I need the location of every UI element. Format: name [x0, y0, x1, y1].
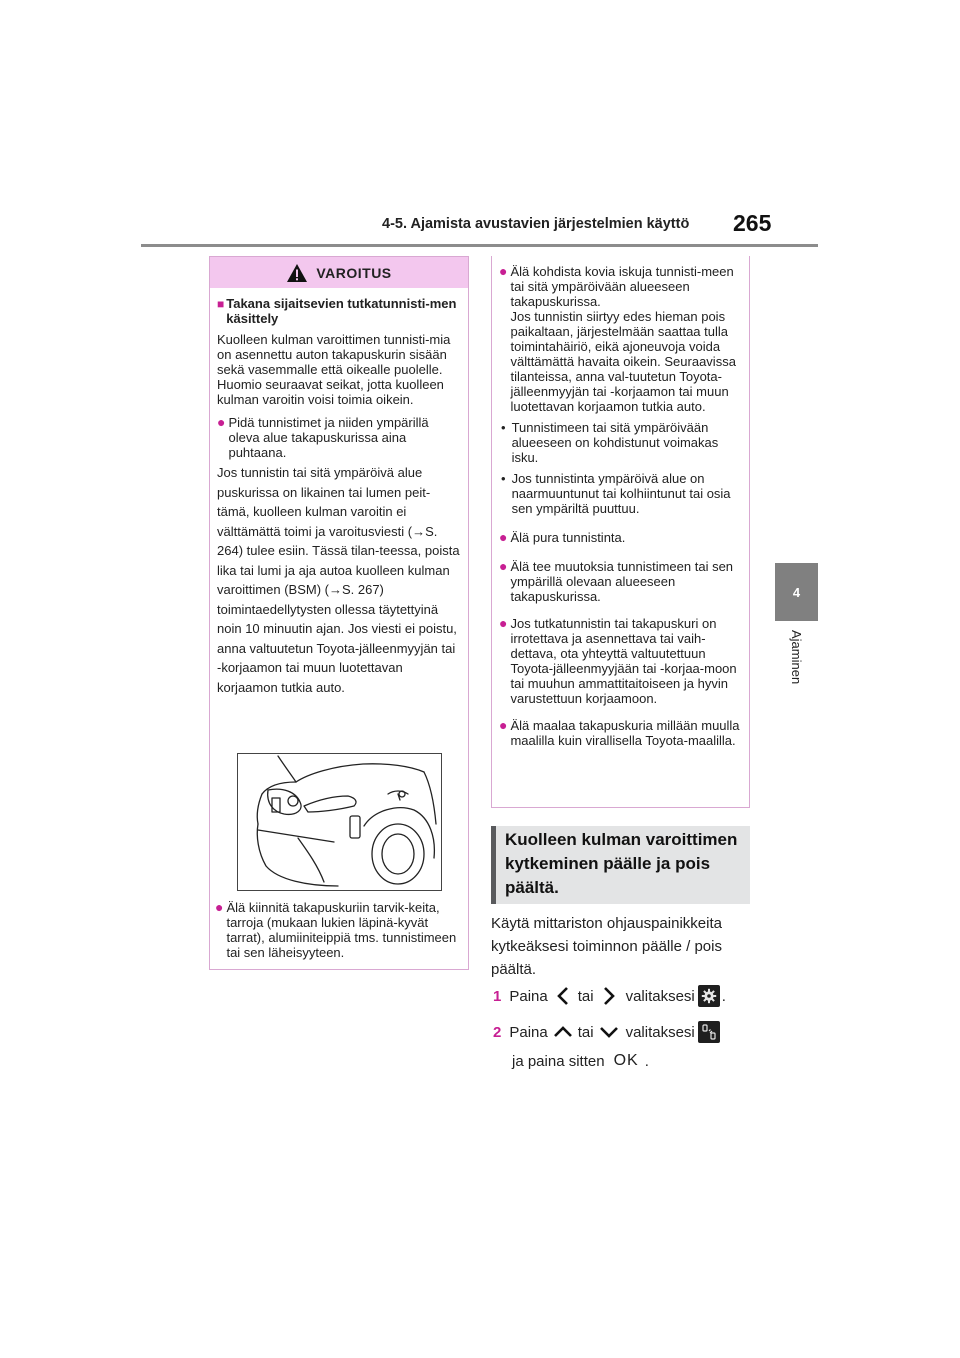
warning-bullet: ● Jos tutkatunnistin tai takapuskuri on irrotettava ja asennettava tai vaih-dettava, ota yhteyttä valtuutettuun Toyota-jälleenmyyjään tai -korjaa-moon tai muuhun ammattitaitoiseen ja hyvin varustettuun korjaamoon. [499, 615, 737, 706]
chevron-down-icon [598, 1022, 620, 1042]
warning-dash-item: • Jos tunnistinta ympäröivä alue on naarmuuntunut tai kolhiintunut tai osia sen ympäriltä puuttuu. [501, 471, 731, 516]
chapter-label: Ajaminen [789, 630, 804, 685]
warning-header [210, 257, 468, 288]
chevron-up-icon [552, 1022, 574, 1042]
bullet-dot-icon: ● [215, 899, 224, 915]
warning-intro: Kuolleen kulman varoittimen tunnisti-mia on asennettu auton takapuskurin sisään sekä vasemmalle että oikealle puolelle. Huomio seuraavat seikat, jotta kuolleen kulman varoitin voisi toimia oikein. [217, 332, 451, 407]
warning-label: VAROITUS [316, 264, 392, 281]
blind-spot-monitor-icon [698, 1021, 720, 1043]
chapter-tab: 4 [775, 563, 818, 621]
bullet-dot-icon: ● [217, 414, 226, 430]
rear-bumper-illustration [237, 753, 442, 891]
bullet-dot-icon: ● [499, 529, 508, 545]
step-2: 2 Paina tai valitaksesi [493, 1021, 720, 1043]
warning-triangle-icon [286, 263, 308, 283]
warning-bullet: ● Älä kiinnitä takapuskuriin tarvik-keita, tarroja (mukaan lukien läpinä-kyvät tarrat), alumiiniteippiä tms. tunnistimeen tai sen läheisyyteen. [215, 899, 457, 960]
warning-bullet: ● Älä tee muutoksia tunnistimeen tai sen ympärillä olevaan alueeseen takapuskurissa. [499, 558, 734, 604]
chevron-right-icon [598, 986, 620, 1006]
page-number: 265 [733, 210, 772, 236]
warning-subheading: ■ Takana sijaitsevien tutkatunnisti-men käsittely [217, 296, 457, 326]
bullet-dot-icon: ● [499, 615, 508, 631]
header-rule [141, 244, 818, 247]
step-2-continuation: ja paina sitten OK . [512, 1052, 649, 1070]
warning-bullet: ● Älä pura tunnistinta. [499, 529, 626, 545]
warning-box-right [491, 256, 750, 808]
gear-icon [698, 985, 720, 1007]
bullet-dot-icon: ● [499, 263, 508, 279]
warning-bullet: ● Pidä tunnistimet ja niiden ympärillä oleva alue takapuskurissa aina puhtaana. [217, 414, 429, 460]
bullet-dot-icon: ● [499, 717, 508, 733]
ok-button-label: OK [613, 1052, 639, 1069]
warning-paragraph: Jos tunnistin tai sitä ympäröivä alue puskurissa on likainen tai lumen peit-tämä, kuolleen kulman varoitin ei välttämättä toimi ja varoitusviesti (→S. 264) tulee esiin. Tässä tilan-teessa, poista lika tai lumi ja aja autoa kuolleen kulman varoittimen (BSM) (→S. 267) toimintaedellytysten ollessa täytettyinä noin 10 minuutin ajan. Jos viesti ei poistu, anna valtuutetun Toyota-jälleenmyyjän tai -korjaamon tai muun luotettavan korjaamon tutkia auto. [217, 465, 460, 695]
square-bullet-icon: ■ [217, 297, 225, 311]
warning-bullet: ● Älä kohdista kovia iskuja tunnisti-meen tai sitä ympäröivään alueeseen takapuskurissa. Jos tunnistin siirtyy edes hieman pois paikaltaan, järjestelmään saattaa tulla toimintahäiriö, eikä ajoneuvoja voida välttämättä havaita oikein. Seuraavissa tilanteissa, anna val-tuutetun Toyota-jälleenmyyjän tai -korjaamon tai muun luotettavan korjaamon tutkia auto. [499, 263, 736, 414]
step-number: 1 [493, 987, 502, 1005]
step-number: 2 [493, 1023, 502, 1041]
section-heading: Kuolleen kulman varoittimen kytkeminen päälle ja pois päältä. [491, 826, 750, 904]
warning-bullet: ● Älä maalaa takapuskuria millään muulla maalilla kuin virallisella Toyota-maalilla. [499, 717, 740, 748]
header-title: 4-5. Ajamista avustavien järjestelmien käyttö [382, 216, 690, 232]
bullet-dot-icon: ● [499, 558, 508, 574]
warning-dash-item: • Tunnistimeen tai sitä ympäröivään alueeseen on kohdistunut voimakas isku. [501, 420, 719, 465]
step-1: 1 Paina tai valitaksesi . [493, 985, 726, 1007]
chevron-left-icon [552, 986, 574, 1006]
section-body: Käytä mittariston ohjauspainikkeita kytkeäksesi toiminnon päälle / pois päältä. [491, 915, 722, 978]
